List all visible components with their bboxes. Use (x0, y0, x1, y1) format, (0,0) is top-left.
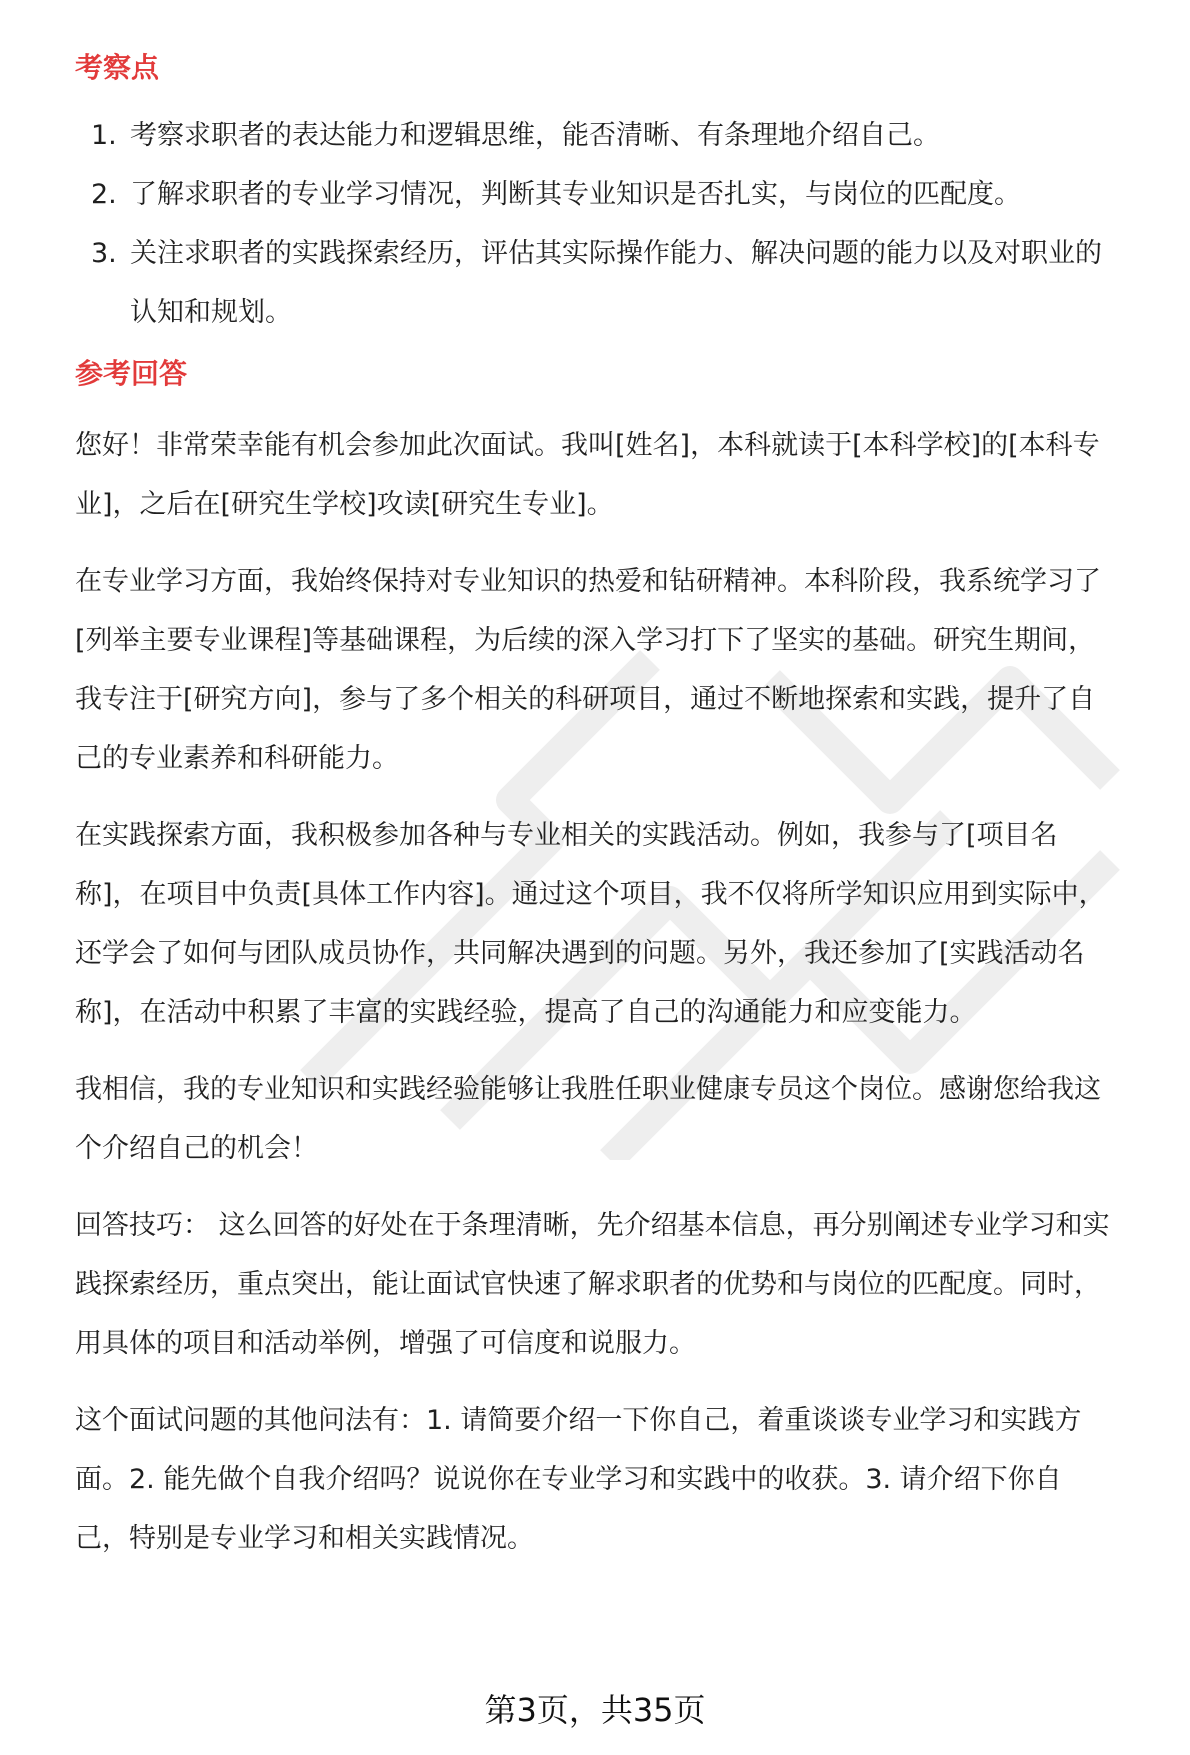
list-item (75, 224, 1115, 342)
list-item-text: 了解求职者的专业学习情况，判断其专业知识是否扎实，与岗位的匹配度。 (130, 179, 1021, 210)
answer-paragraph: 我相信，我的专业知识和实践经验能够让我胜任职业健康专员这个岗位。感谢您给我这个介绍自己的机会！ (75, 1074, 1101, 1164)
alternative-questions-paragraph: 这个面试问题的其他问法有：1. 请简要介绍一下你自己，着重谈谈专业学习和实践方面。2. 能先做个自我介绍吗？说说你在专业学习和实践中的收获。3. 请介绍下你自己，特别是专业学习和相关实践情况。 (75, 1405, 1082, 1554)
list-item-number: 3. (91, 238, 117, 269)
key-points-list (75, 106, 1115, 342)
section-title-key-points: 考察点 (75, 51, 160, 84)
answer-tips-paragraph: 回答技巧： 这么回答的好处在于条理清晰，先介绍基本信息，再分别阐述专业学习和实践探索经历，重点突出，能让面试官快速了解求职者的优势和与岗位的匹配度。同时，用具体的项目和活动举例，增强了可信度和说服力。 (75, 1210, 1110, 1359)
list-item (75, 165, 1115, 224)
answer-paragraph: 您好！非常荣幸能有机会参加此次面试。我叫[姓名]，本科就读于[本科学校]的[本科专业]，之后在[研究生学校]攻读[研究生专业]。 (75, 430, 1100, 520)
answer-paragraph: 在专业学习方面，我始终保持对专业知识的热爱和钻研精神。本科阶段，我系统学习了[列举主要专业课程]等基础课程，为后续的深入学习打下了坚实的基础。研究生期间，我专注于[研究方向]，参与了多个相关的科研项目，通过不断地探索和实践，提升了自己的专业素养和科研能力。 (75, 566, 1101, 774)
list-item (75, 106, 1115, 165)
section-title-reference-answer: 参考回答 (75, 357, 188, 390)
page-number: 第3页，共35页 (484, 1691, 706, 1729)
list-item-number: 2. (91, 179, 117, 210)
list-item-number: 1. (91, 120, 117, 151)
document-content (75, 48, 1115, 1568)
answer-paragraph: 在实践探索方面，我积极参加各种与专业相关的实践活动。例如，我参与了[项目名称]，在项目中负责[具体工作内容]。通过这个项目，我不仅将所学知识应用到实际中，还学会了如何与团队成员协作，共同解决遇到的问题。另外，我还参加了[实践活动名称]，在活动中积累了丰富的实践经验，提高了自己的沟通能力和应变能力。 (75, 820, 1106, 1028)
list-item-text: 考察求职者的表达能力和逻辑思维，能否清晰、有条理地介绍自己。 (130, 120, 940, 151)
list-item-text: 关注求职者的实践探索经历，评估其实际操作能力、解决问题的能力以及对职业的认知和规划。 (130, 238, 1102, 328)
